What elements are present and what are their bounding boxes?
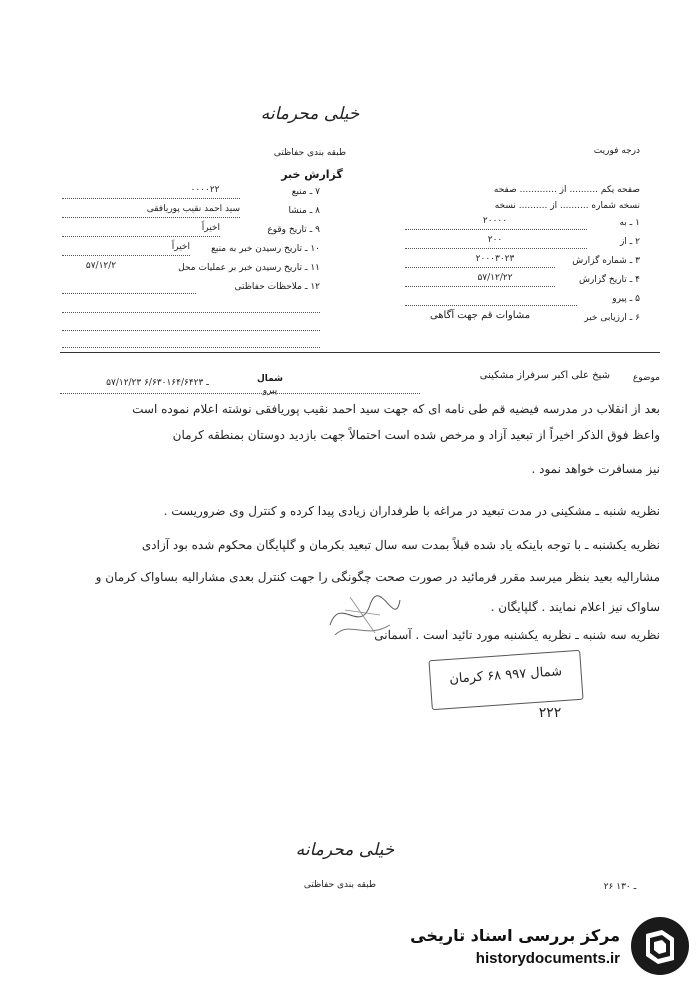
row5-dots bbox=[405, 305, 577, 306]
body-line-4: نظریه شنبه ـ مشکینی در مدت تبعید در مراغه با طرفداران زیادی پیدا کرده و کنترل وی ضروریست . bbox=[163, 504, 660, 518]
row6-value: مشاوات قم جهت آگاهی bbox=[429, 310, 531, 321]
signature-scribble bbox=[320, 585, 410, 645]
follow-tag: شمال bbox=[256, 374, 284, 384]
row12-dots-3 bbox=[62, 330, 320, 331]
form-code: ۲۶ ـ ۱۳۰ bbox=[603, 882, 637, 892]
body-line-5: نظریه یکشنبه ـ با توجه باینکه یاد شده قبلاً بمدت سه سال تبعید بکرمان و گلپایگان محکوم شده بود آزادی bbox=[141, 538, 660, 552]
row10-value: اخیراً bbox=[171, 242, 190, 252]
copy-number-line: نسخه شماره .......... از .......... نسخه bbox=[494, 201, 640, 211]
follow-label: پیرو bbox=[262, 386, 278, 396]
row2-dots bbox=[405, 248, 587, 249]
row7-dots bbox=[62, 198, 240, 199]
row6-label: ۶ ـ ارزیابی خبر bbox=[584, 313, 640, 323]
subject-dots bbox=[60, 393, 420, 394]
row9-label: ۹ ـ تاریخ وقوع bbox=[267, 225, 320, 235]
row3-value: ۲۰۰۰۳۰۲۳ bbox=[475, 254, 515, 264]
classification-top: خیلی محرمانه bbox=[260, 104, 360, 124]
row8-dots bbox=[62, 217, 240, 218]
row12-dots-4 bbox=[62, 347, 320, 348]
row1-label: ۱ ـ به bbox=[619, 218, 640, 228]
row4-value: ۵۷/۱۲/۲۲ bbox=[477, 273, 513, 283]
row10-label: ۱۰ ـ تاریخ رسیدن خبر به منبع bbox=[211, 244, 320, 254]
body-line-3: نیز مسافرت خواهد نمود . bbox=[531, 462, 660, 476]
report-title: گزارش خبر bbox=[281, 168, 343, 181]
body-line-8: نظریه سه شنبه ـ نظریه یکشنبه مورد تائید است . آسمانی bbox=[374, 628, 660, 642]
classification-label-bottom: طبقه بندی حفاظتی bbox=[303, 880, 377, 890]
row5-label: ۵ ـ پیرو bbox=[612, 294, 640, 304]
row8-label: ۸ ـ منشا bbox=[288, 206, 320, 216]
registration-stamp bbox=[428, 650, 583, 710]
watermark-name: مرکز بررسی اسناد تاریخی bbox=[410, 926, 620, 945]
follow-numbers: ۵۷/۱۲/۲۳ ـ ۶/۶۳۰۱۶۴/۶۴۲۳ bbox=[106, 378, 209, 388]
row1-value: ۲۰۰۰۰ bbox=[482, 216, 508, 226]
urgency-label: درجه فوریت bbox=[593, 146, 640, 156]
subject-label: موضوع bbox=[632, 373, 660, 383]
row12-dots-1 bbox=[62, 293, 196, 294]
stamp-number: ۲۲۲ bbox=[538, 705, 562, 721]
row10-dots bbox=[62, 255, 190, 256]
row2-label: ۲ ـ از bbox=[619, 237, 640, 247]
body-line-2: واعظ فوق الذکر اخیراً از تبعید آزاد و مرخص شده است احتمالاً جهت بازدید دوستان بمنطقه کرمان bbox=[172, 428, 660, 442]
watermark-band bbox=[380, 912, 700, 982]
row11-label: ۱۱ ـ تاریخ رسیدن خبر بر عملیات محل bbox=[178, 263, 320, 273]
classification-label-top: طبقه بندی حفاظتی bbox=[273, 148, 347, 158]
classification-bottom: خیلی محرمانه bbox=[295, 840, 395, 860]
row12-label: ۱۲ ـ ملاحظات حفاظتی bbox=[234, 282, 320, 292]
row8-value: سید احمد نقیب پوریافقی bbox=[146, 204, 240, 214]
row3-label: ۳ ـ شماره گزارش bbox=[572, 256, 640, 266]
row12-dots-2 bbox=[62, 312, 320, 313]
page-count-line: صفحه یکم .......... از ............. صفحه bbox=[493, 185, 640, 195]
row7-label: ۷ ـ منبع bbox=[291, 187, 320, 197]
row7-value: ۰۰۰۰۲۲ bbox=[190, 185, 220, 195]
row4-label: ۴ ـ تاریخ گزارش bbox=[578, 275, 640, 285]
watermark-url: historydocuments.ir bbox=[475, 950, 620, 967]
row1-dots bbox=[405, 229, 587, 230]
form-divider bbox=[60, 352, 660, 353]
row11-value: ۵۷/۱۲/۲ bbox=[85, 261, 117, 271]
body-line-1: بعد از انقلاب در مدرسه فیضیه قم طی نامه ای که جهت سید احمد نقیب پوریافقی نوشته اعلام نموده است bbox=[132, 402, 660, 416]
stamp-text: شمال ۹۹۷ ۶۸ کرمان bbox=[448, 664, 563, 687]
row4-dots bbox=[405, 286, 555, 287]
body-line-7: ساواک نیز اعلام نمایند . گلپایگان . bbox=[490, 600, 660, 614]
row9-value: اخیراً bbox=[201, 223, 220, 233]
body-line-6: مشارالیه بعید بنظر میرسد مقرر فرمائید در صورت صحت چگونگی را جهت کنترل بعدی مشارالیه بساواک کرمان و bbox=[95, 570, 660, 584]
row2-value: ۲۰۰ bbox=[487, 235, 503, 245]
archive-logo-icon bbox=[628, 914, 692, 978]
row3-dots bbox=[405, 267, 555, 268]
subject-text: شیخ علی اکبر سرفراز مشکینی bbox=[479, 370, 610, 381]
row9-dots bbox=[62, 236, 220, 237]
